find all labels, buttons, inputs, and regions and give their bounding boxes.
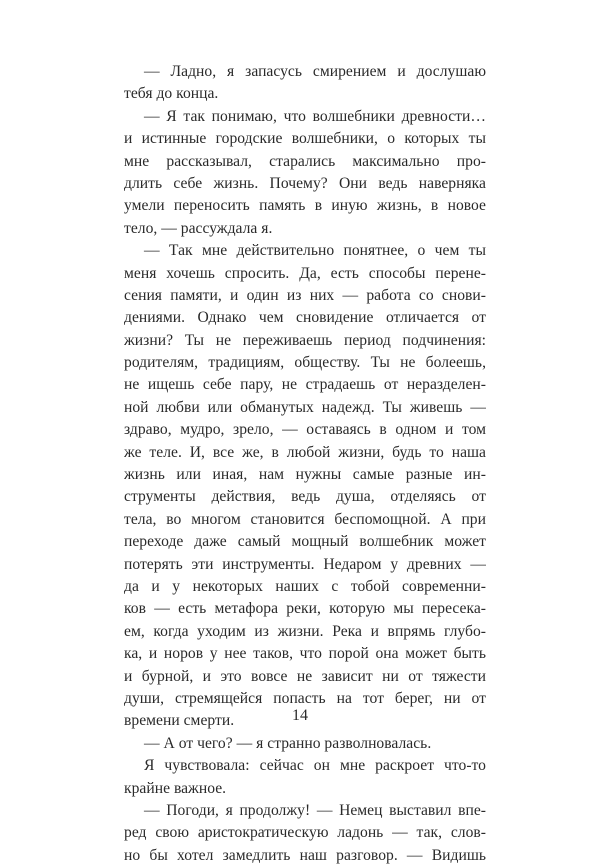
text-line: но бы хотел замедлить наш разговор. — Видишь (124, 846, 486, 864)
text-line: родителям, традициям, обществу. Ты не болеешь, (124, 354, 486, 372)
text-line: переходе даже самый мощный волшебник может (124, 533, 486, 551)
text-line: и бурной, и это вовсе не зависит ни от тяжести (124, 667, 486, 685)
text-line: и истинные городские волшебники, о которых ты (124, 130, 486, 148)
text-line: — А от чего? — я странно разволновалась. (144, 734, 432, 752)
text-line: не ищешь себе пару, не страдаешь от неразделен- (124, 376, 486, 394)
text-line: — Так мне действительно понятнее, о чем ты (144, 242, 486, 260)
text-line: жизни? Ты не переживаешь период подчинения: (124, 331, 486, 349)
text-line: крайне важное. (124, 779, 227, 797)
text-line: ной любви или обманутых надежд. Ты живешь — (124, 398, 486, 416)
text-line: времени смерти. (124, 712, 235, 730)
text-line: ков — есть метафора реки, которую мы пересека- (124, 600, 486, 618)
body-text (124, 61, 486, 867)
text-line: жизнь или иная, нам нужны самые разные ин- (124, 466, 486, 484)
text-line: ем, когда уходим из жизни. Река и впрямь глубо- (124, 622, 486, 640)
page-number: 14 (292, 707, 308, 724)
text-line: тела, во многом становится беспомощной. А при (124, 510, 486, 528)
text-line: сения памяти, и один из них — работа со снови- (124, 286, 486, 304)
text-line: же теле. И, все же, в любой жизни, будь то наша (124, 443, 486, 461)
text-line: умели переносить память в иную жизнь, в новое (124, 197, 486, 215)
text-line: меня хочешь спросить. Да, есть способы перене- (124, 264, 486, 282)
text-line: души, стремящейся попасть на тот берег, ни от (124, 689, 486, 707)
text-line: мне рассказывал, старались максимально про- (124, 152, 486, 170)
text-line: да и у некоторых наших с тобой современни- (124, 577, 486, 595)
text-line: тело, — рассуждала я. (124, 219, 273, 237)
text-line: дениями. Однако чем сновидение отличается от (124, 309, 486, 327)
text-line: тебя до конца. (124, 85, 219, 103)
text-line: — Ладно, я запасусь смирением и дослушаю (144, 63, 486, 80)
text-line: здраво, мудро, зрело, — оставаясь в одном и том (124, 421, 486, 439)
text-line: ка, и норов у нее таков, что порой она может быть (124, 645, 486, 663)
text-line: — Погоди, я продолжу! — Немец выставил впе- (144, 801, 486, 819)
text-line: длить себе жизнь. Почему? Они ведь наверняка (124, 174, 486, 192)
text-line: потерять эти инструменты. Недаром у древних — (124, 555, 486, 573)
text-line: ред свою аристократическую ладонь — так, слов- (124, 824, 486, 842)
text-line: Я чувствовала: сейчас он мне раскроет что-то (144, 757, 486, 775)
text-line: струменты действия, ведь душа, отделяясь от (124, 488, 486, 506)
text-line: — Я так понимаю, что волшебники древности… (144, 107, 486, 125)
